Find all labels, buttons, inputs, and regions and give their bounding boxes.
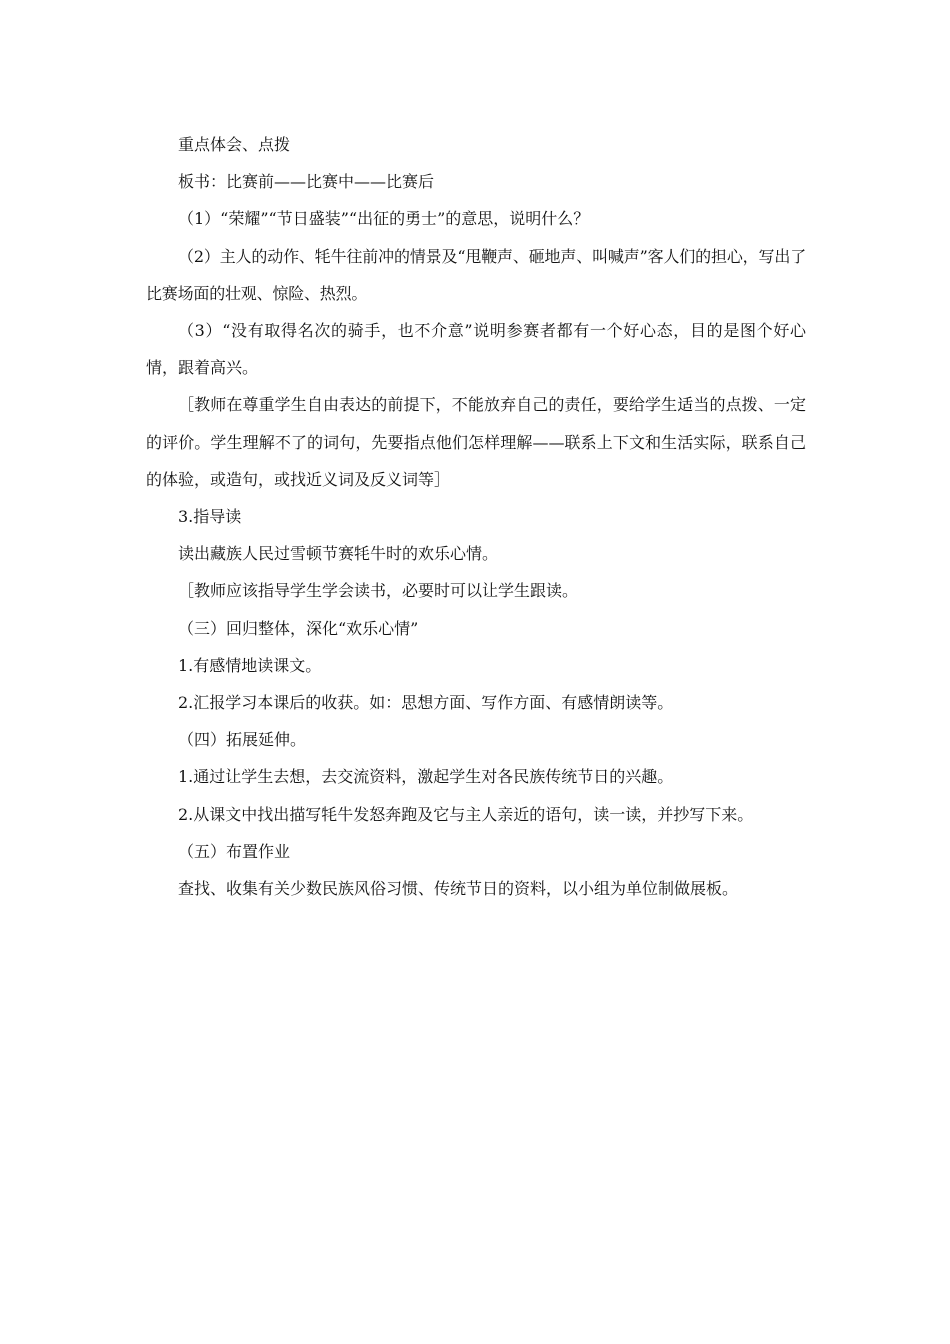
paragraph-read-joy: 读出藏族人民过雪顿节赛牦牛时的欢乐心情。 (178, 544, 499, 564)
paragraph-key-points: 重点体会、点拨 (178, 135, 291, 154)
paragraph-question-2: （2）主人的动作、牦牛往前冲的情景及“甩鞭声、砸地声、叫喊声”客人们的担心，写出了比赛场面的壮观、惊险、热烈。 (146, 246, 806, 303)
paragraph-homework: 查找、收集有关少数民族风俗习惯、传统节日的资料，以小组为单位制做展板。 (178, 879, 739, 899)
heading-section-3: （三）回归整体，深化“欢乐心情” (178, 618, 419, 638)
paragraph-question-1: （1）“荣耀”“节日盛装”“出征的勇士”的意思，说明什么？ (178, 209, 590, 229)
paragraph-extension-1: 1.通过让学生去想，去交流资料，激起学生对各民族传统节日的兴趣。 (178, 767, 674, 787)
paragraph-item-2: 2.汇报学习本课后的收获。如：思想方面、写作方面、有感情朗读等。 (178, 693, 674, 713)
heading-section-4: （四）拓展延伸。 (178, 730, 307, 750)
paragraph-item-1: 1.有感情地读课文。 (178, 655, 322, 675)
document-body (146, 126, 806, 907)
paragraph-teacher-reading-note: ［教师应该指导学生学会读书，必要时可以让学生跟读。 (178, 581, 579, 601)
paragraph-extension-2: 2.从课文中找出描写牦牛发怒奔跑及它与主人亲近的语句，读一读，并抄写下来。 (178, 804, 754, 824)
paragraph-question-3: （3）“没有取得名次的骑手，也不介意”说明参赛者都有一个好心态，目的是图个好心情，跟着高兴。 (146, 321, 806, 378)
paragraph-teacher-note: ［教师在尊重学生自由表达的前提下，不能放弃自己的责任，要给学生适当的点拨、一定的评价。学生理解不了的词句，先要指点他们怎样理解——联系上下文和生活实际，联系自己的体验，或造句，或找近义词及反义词等］ (146, 395, 806, 489)
paragraph-blackboard: 板书：比赛前——比赛中——比赛后 (178, 172, 435, 192)
paragraph-guided-reading: 3.指导读 (178, 507, 242, 527)
heading-section-5: （五）布置作业 (178, 841, 291, 861)
